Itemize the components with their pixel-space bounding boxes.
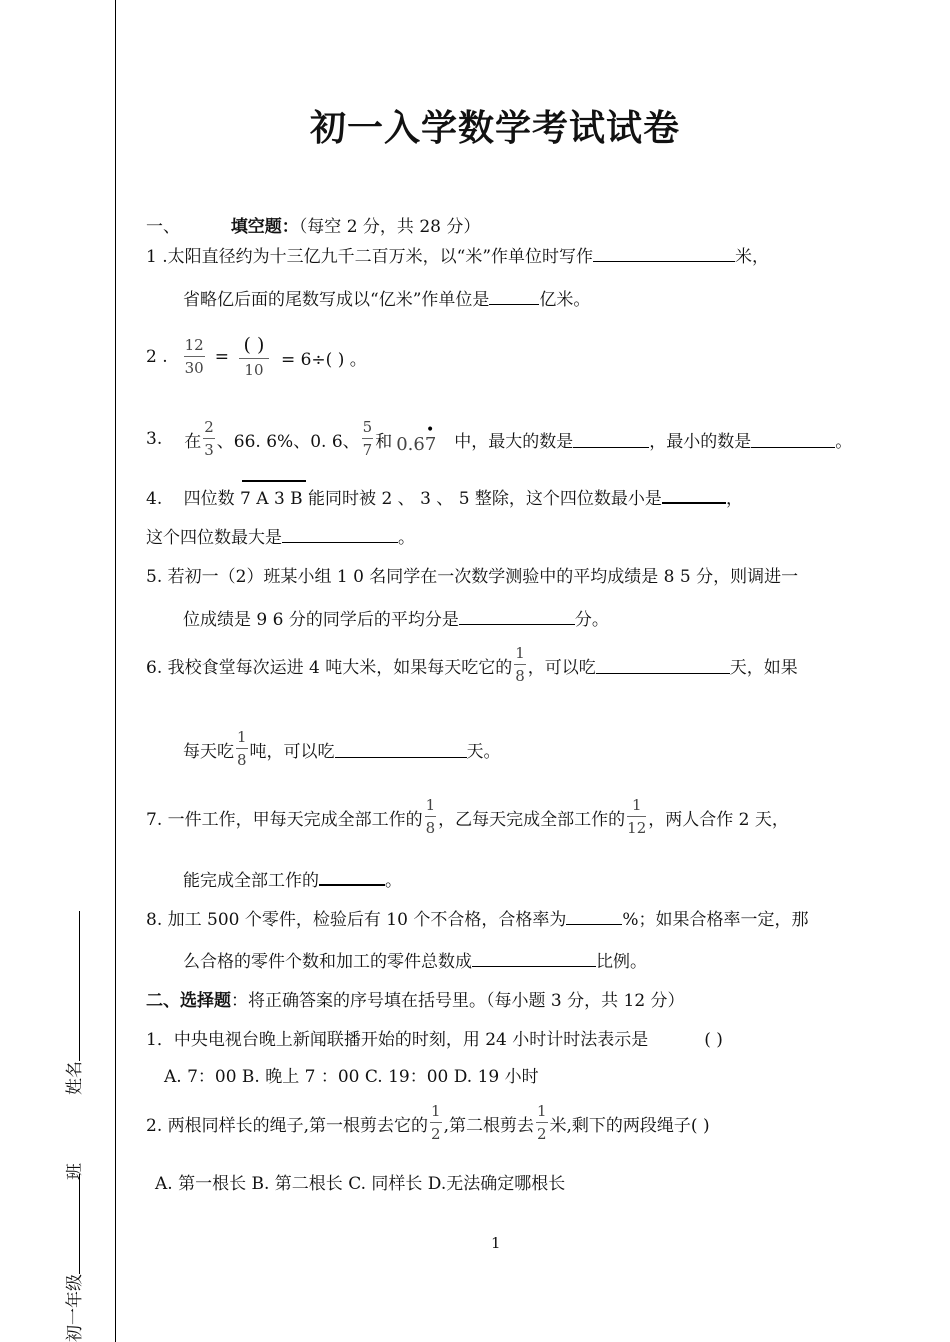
q6-f2-den: 8 [237,751,247,769]
q6-f2-num: 1 [237,728,247,746]
q7-line1 [146,798,789,836]
section1-title: 填空题： [230,217,299,237]
q2-fraction1 [184,338,205,376]
q3-blank2[interactable] [751,431,835,448]
q1-text3: 省略亿后面的尾数写成以“亿米”作单位是 [183,290,490,310]
q2-f1-den: 30 [184,359,204,377]
q1-blank1[interactable] [593,245,735,262]
q3-label: 3. [146,429,163,449]
q3-rest1: 中，最大的数是 [454,431,574,452]
q7-text5: 。 [385,871,402,891]
q3-fraction2 [362,420,374,458]
side-class-label: 班 [65,1163,85,1180]
q2-f1-num: 12 [184,336,204,354]
c2-options: A. 第一根长 B. 第二根长 C. 同样长 D.无法确定哪根长 [155,1174,566,1194]
q3-fraction1 [203,420,215,458]
side-grade [60,1174,85,1342]
q6-text6: 天。 [466,741,501,762]
c2-text2: ,第二根剪去 [443,1115,534,1136]
q3-end: 。 [835,431,853,452]
q1-text1: 1 .太阳直径约为十三亿九千二百万米，以“米”作单位时写作 [146,247,594,267]
q3-rest2: ，最小的数是 [649,431,752,452]
q4-line1 [146,484,743,509]
page-title: 初一入学数学考试试卷 [309,108,680,149]
q3-line [146,420,852,458]
q3-and: 和 [375,431,393,452]
c2-fraction2 [536,1104,548,1142]
q8-text2: %；如果合格率一定，那 [622,910,809,930]
q7-text4: 能完成全部工作的 [183,871,319,891]
side-name [60,911,85,1095]
c1-answer-paren[interactable]: ( ) [704,1030,723,1050]
page-number: 1 [491,1234,501,1252]
section1-note: （每空 2 分，共 28 分） [298,217,481,237]
q5-text1: 位成绩是 9 6 分的同学后的平均分是 [183,610,459,630]
q6-f1-num: 1 [515,644,525,662]
q2-rest: = 6÷( ) 。 [280,349,367,370]
q2-label: 2 . [146,347,168,367]
q7-f1-den: 8 [425,819,436,837]
q8-blank2[interactable] [472,950,596,967]
q6-text1: 6. 我校食堂每次运进 4 吨大米，如果每天吃它的 [146,657,513,678]
c2-fraction1 [430,1104,442,1142]
q7-f2-den: 12 [627,819,647,837]
q4-line2 [146,523,415,548]
q7-text2: ，乙每天完成全部工作的 [438,809,626,830]
q6-line2 [183,730,501,768]
q5-text2: 分。 [574,610,609,630]
section1-number: 一、 [146,217,180,237]
q3-f1-den: 3 [204,441,214,459]
q6-text4: 每天吃 [183,741,234,762]
q1-line1 [146,242,769,267]
q5-blank[interactable] [459,608,575,625]
q4-text4: 。 [398,528,415,548]
margin-line [115,0,116,1342]
q6-text3: 天，如果 [729,657,798,678]
q3-repeating-decimal [396,421,437,455]
q1-line2 [183,285,590,310]
q4-blank2[interactable] [282,526,398,543]
q3-blank1[interactable] [573,431,649,448]
q3-f1-num: 2 [204,418,214,436]
repeat-dot-icon: • [426,421,435,438]
q8-blank1[interactable] [566,908,622,925]
c2-f1-den: 2 [431,1125,441,1143]
q1-blank2[interactable] [489,288,539,305]
q6-fraction2 [236,730,248,768]
q7-text3: ，两人合作 2 天， [648,809,789,830]
q2-eq: = [214,347,229,367]
q6-blank2[interactable] [335,741,467,758]
c2-f1-num: 1 [431,1102,441,1120]
c2-f2-den: 2 [536,1125,547,1143]
section2-heading [146,986,685,1011]
q6-fraction1 [514,646,526,684]
q8-line1 [146,905,808,930]
c2-text3: 米,剩下的两段绳子( ) [549,1115,710,1136]
q1-text4: 亿米。 [539,290,591,310]
q6-blank1[interactable] [596,657,730,674]
q8-line2 [183,947,647,972]
c2-f2-num: 1 [536,1102,547,1120]
c2-stem [146,1104,710,1142]
q4-blank1[interactable] [662,486,726,504]
q8-text1: 8. 加工 500 个零件，检验后有 10 个不合格，合格率为 [146,910,567,930]
class-blank[interactable] [63,1174,80,1274]
q7-f2-num: 1 [631,796,642,814]
q4-text3: 这个四位数最大是 [146,528,282,548]
q4-overline [242,480,306,482]
q7-line2 [183,866,402,891]
section2-title: 二、选择题 [146,991,231,1011]
q3-pre: 在 [184,431,202,452]
side-grade-label: 初一年级 [65,1274,85,1342]
q4-text2: ， [725,489,743,509]
q7-fraction2 [627,798,646,836]
q5-line2 [183,605,609,630]
q6-text5: 吨，可以吃 [249,741,335,762]
q2-fraction2 [239,336,269,378]
q8-text3: 么合格的零件个数和加工的零件总数成 [183,952,472,972]
q2-f2-den: 10 [244,361,264,379]
q7-fraction1 [425,798,437,836]
q3-f2-den: 7 [362,441,373,459]
q4-label: 4. [146,489,163,509]
q1-text2: 米， [735,247,770,267]
q8-text4: 比例。 [596,952,647,972]
c1-stem [146,1025,723,1050]
q6-text2: ，可以吃 [527,657,596,678]
q7-f1-num: 1 [425,796,436,814]
q3-rep-text: 0.67 [396,433,437,455]
c2-text1: 2. 两根同样长的绳子,第一根剪去它的 [146,1115,429,1136]
q4-text1: 四位数 7 A 3 B 能同时被 2 、 3 、 5 整除，这个四位数最小是 [183,489,662,509]
q2-line [146,336,367,378]
section1-heading [146,212,480,237]
q3-mid: 、66. 6%、0. 6、 [216,431,360,452]
q6-line1 [146,646,798,684]
q2-paren[interactable]: ( ) [243,334,265,356]
side-name-label: 姓名 [65,1061,85,1095]
q7-blank[interactable] [319,868,385,886]
name-blank[interactable] [63,911,80,1061]
q7-text1: 7. 一件工作，甲每天完成全部工作的 [146,809,423,830]
q6-f1-den: 8 [515,667,525,685]
c1-stem-text: 1．中央电视台晚上新闻联播开始的时刻，用 24 小时计时法表示是 [146,1030,649,1050]
q3-f2-num: 5 [362,418,373,436]
q5-line1: 5. 若初一（2）班某小组 1 0 名同学在一次数学测验中的平均成绩是 8 5 分，则调进一 [146,567,799,587]
c1-options: A. 7：00 B. 晚上 7 ：00 C. 19：00 D. 19 小时 [164,1067,539,1087]
section2-note: ：将正确答案的序号填在括号里。（每小题 3 分，共 12 分） [231,991,685,1011]
